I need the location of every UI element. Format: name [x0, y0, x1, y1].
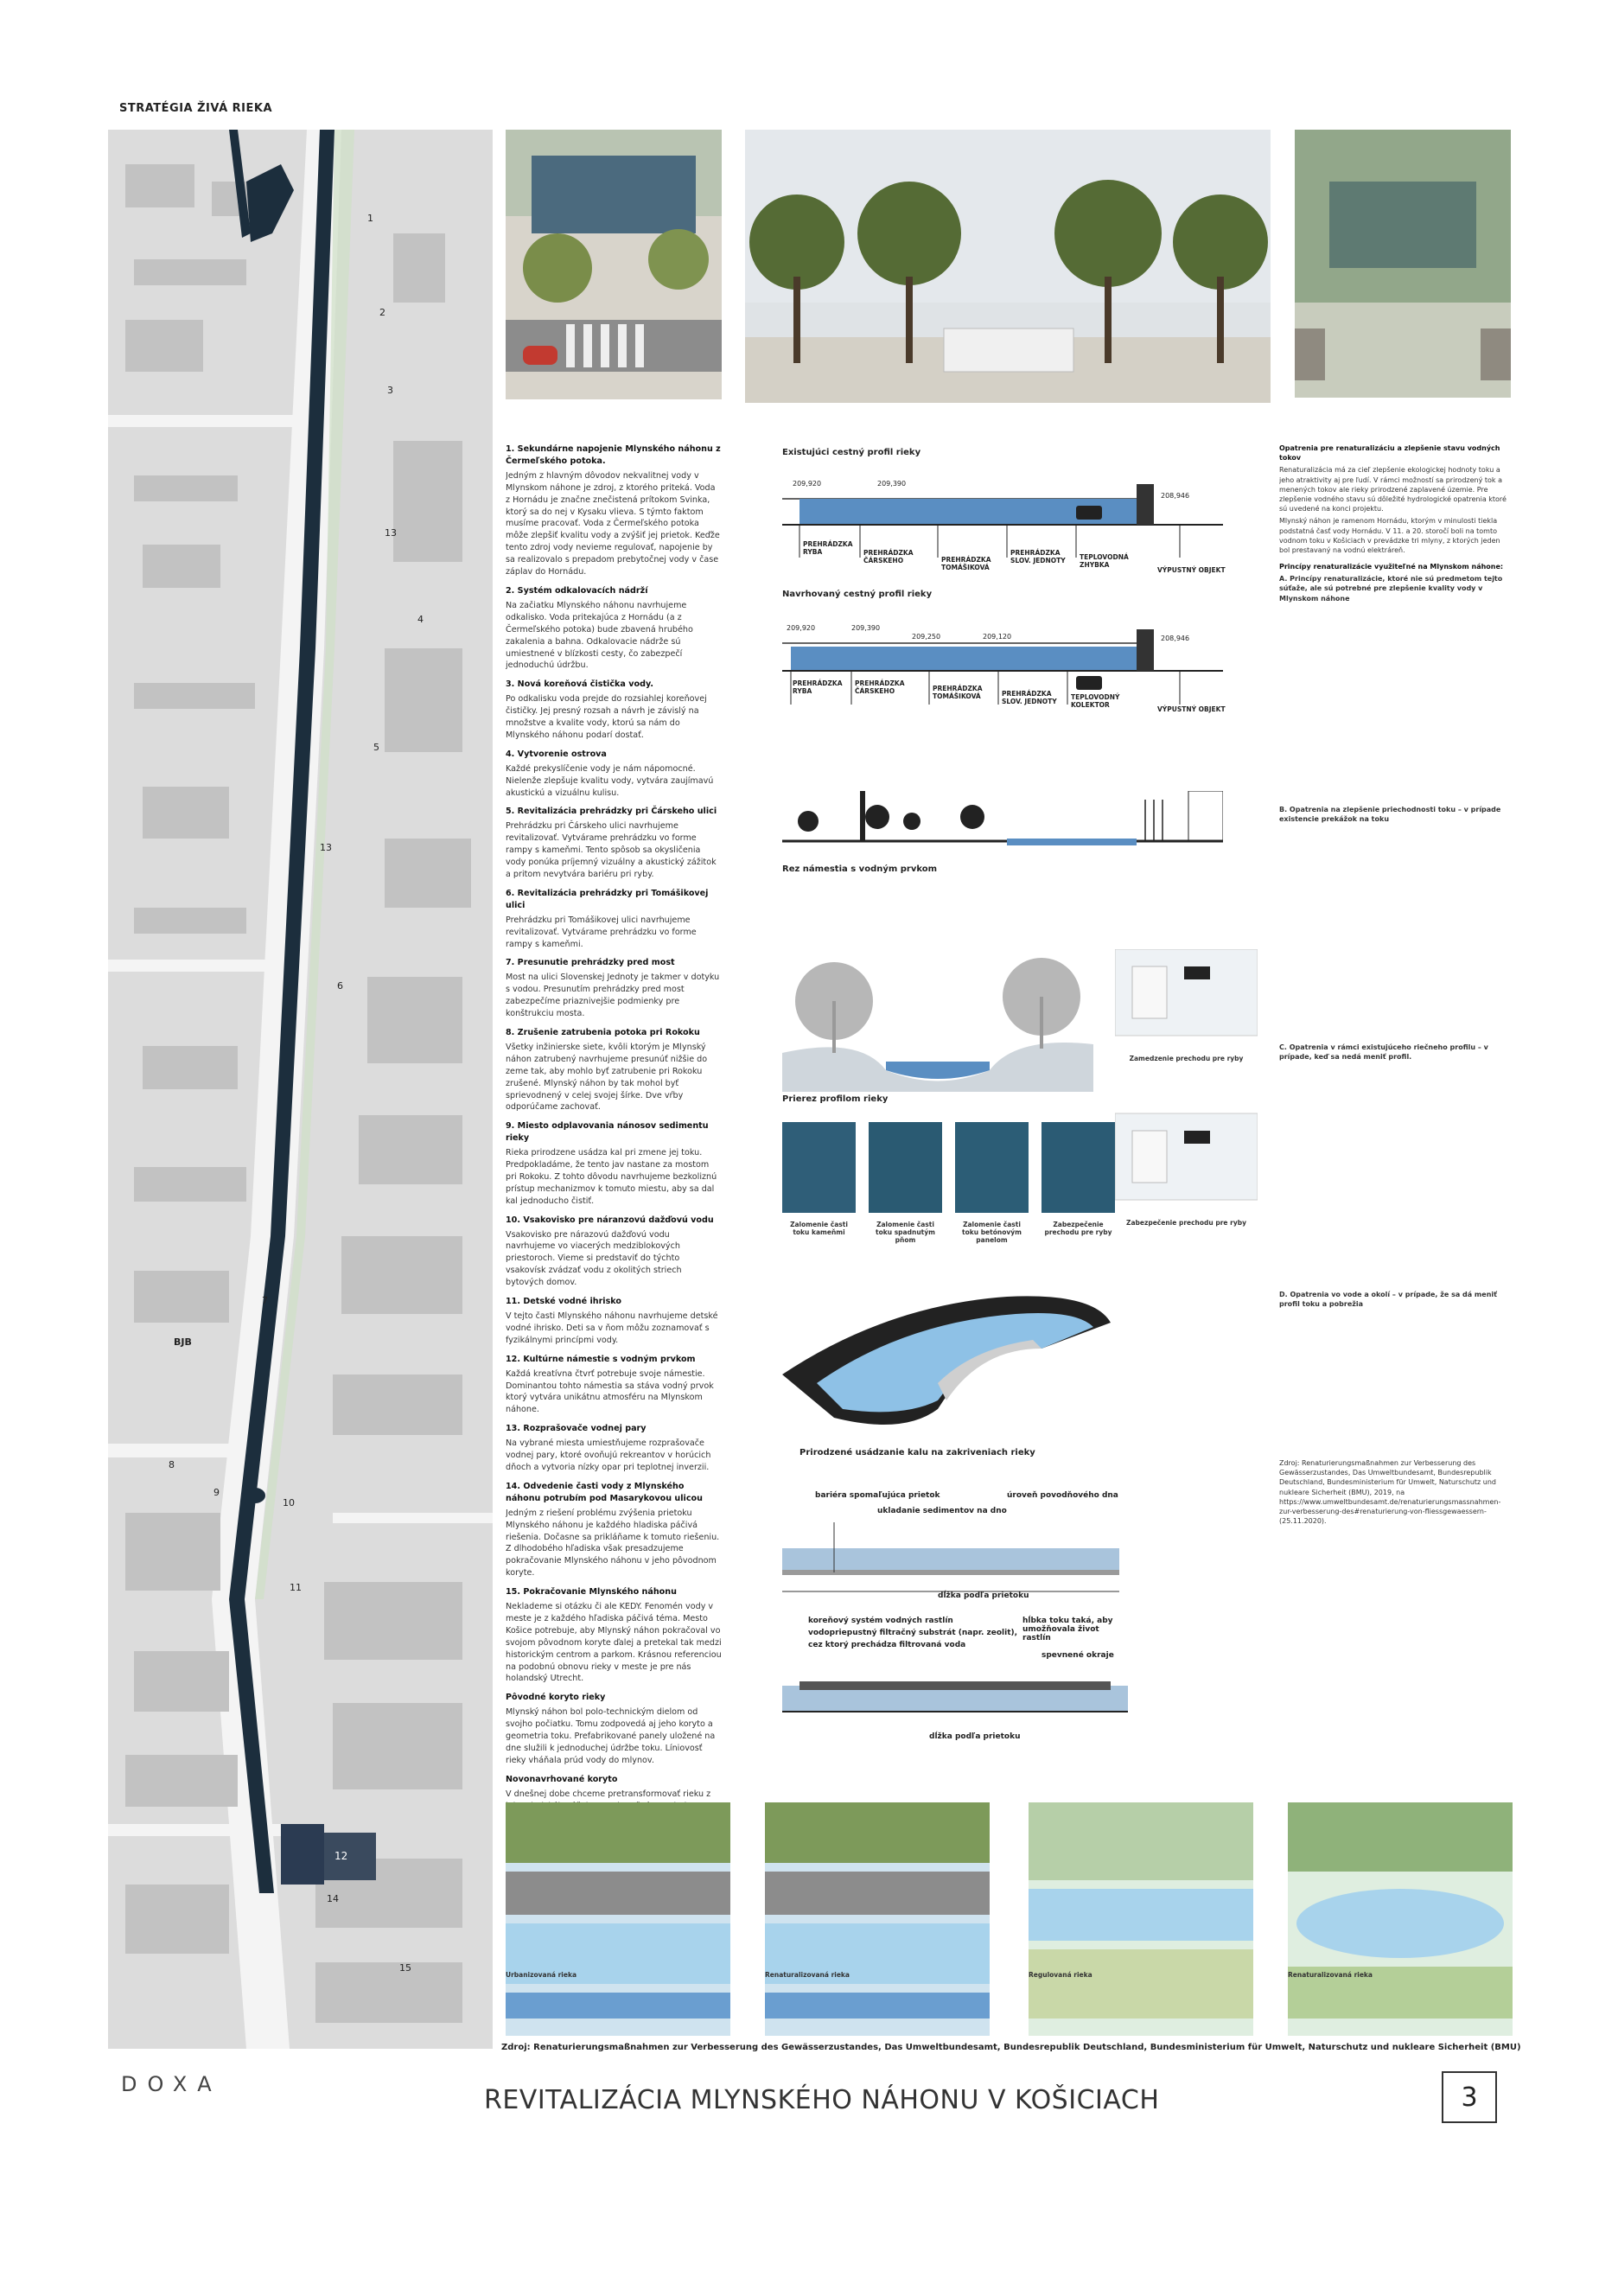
section-title: 1. Sekundárne napojenie Mlynského náhonu z Čermeľského potoka.	[506, 444, 721, 466]
section-body: Rieka prirodzene usádza kal pri zmene jej toku. Predpokladáme, že tento jav nastane za mostom pri Rokoku. Z tohto dôvodu navrhujeme bezkoliznú prístup mechanizmov k tomuto miestu, aby sa dal kal jednoducho čistiť.	[506, 1148, 717, 1206]
section-title: 9. Miesto odplavovania nánosov sedimentu rieky	[506, 1121, 709, 1144]
section-label: vodopriepustný filtračný substrát (napr. zeolit),	[808, 1629, 1018, 1637]
section-body: V tejto časti Mlynského náhonu navrhujeme detské vodné ihrisko. Deti sa v ňom môžu zoznamovať s fyzikálnymi princípmi vody.	[506, 1311, 718, 1345]
weir-label: PREHRÁDZKA ČÁRSKEHO	[863, 549, 914, 564]
text-subtitle: A. Princípy renaturalizácie, ktoré nie sú predmetom tejto súťaže, ale sú potrebné pre zlepšenie kvality vody v Mlynskom náhone	[1279, 575, 1503, 603]
section-title: 8. Zrušenie zatrubenia potoka pri Rokoku	[506, 1027, 700, 1037]
strip-renaturalized-2	[1288, 1802, 1513, 2036]
map-number: 1	[367, 213, 373, 224]
section-body: Jedným z hlavným dôvodov nekvalitnej vody v Mlynskom náhone je zdroj, z ktorého priteká. Voda z Hornádu je značne znečistená prítokom Svinka, ktorý sa do nej v Kysaku vlieva. S týmto faktom musíme pracovať. Voda z Čermeľského potoka môže zlepšiť kvalitu vody a zvýšiť jej prietok. Keďže tento zdroj vody nevieme regulovať, napojenie by sa realizovalo s prepadom prebytočnej vody v čase záplav do Hornádu.	[506, 470, 720, 577]
fish-passage-diagrams	[1115, 949, 1258, 1260]
texture-caption: Zalomenie časti toku kameňmi	[790, 1221, 848, 1236]
section-label: koreňový systém vodných rastlín	[808, 1617, 953, 1625]
weir-label: PREHRÁDZKA TOMÁŠIKOVÁ	[933, 685, 983, 700]
map-number: 5	[373, 742, 379, 753]
river-cross-section-title: Prierez profilom rieky	[782, 1094, 889, 1104]
page-header: STRATÉGIA ŽIVÁ RIEKA	[119, 102, 273, 115]
section-title: Novonavrhované koryto	[506, 1774, 618, 1784]
weir-label: PREHRÁDZKA SLOV. JEDNOTY	[1002, 690, 1057, 705]
section-title: 10. Vsakovisko pre náranzovú dažďovú vodu	[506, 1215, 714, 1225]
elevation-label: 209,250	[912, 633, 941, 641]
source-note: Zdroj: Renaturierungsmaßnahmen zur Verbesserung des Gewässerzustandes, Das Umweltbundesamt, Bundesrepublik Deutschland, Bundesministerium für Umwelt, Naturschutz und nukleare Sicherheit (BMU), 2019, na https://www.umweltbundesamt.de/renaturierungsmassnahmen-zur-verbesserung-des#renaturierung-von-fliessgewaessern- (25.11.2020).	[1279, 1458, 1501, 1526]
section-body: V dnešnej dobe chceme pretransformovať rieku z	[506, 1789, 711, 1799]
texture-caption: Zalomenie časti toku betónovým panelom	[962, 1221, 1022, 1244]
fish-caption: Zabezpečenie prechodu pre ryby	[1126, 1219, 1246, 1227]
section-body: Na vybrané miesta umiestňujeme rozprašovače vodnej pary, ktoré ovoňujú rekreantov v horúcich dňoch a vytvoria nízky opar pri teplotnej inverzii.	[506, 1438, 711, 1472]
text-subtitle: D. Opatrenia vo vode a okolí – v prípade, že sa dá meniť profil toku a pobrežia	[1279, 1290, 1497, 1308]
square-section-diagram	[782, 791, 1223, 860]
strip-renaturalized-1	[765, 1802, 990, 2036]
map-number: 7	[262, 1295, 268, 1306]
texture-caption: Zabezpečenie prechodu pre ryby	[1044, 1221, 1112, 1236]
park-photo	[1295, 130, 1511, 398]
section-title: Pôvodné koryto rieky	[506, 1693, 606, 1703]
section-body: Na začiatku Mlynského náhonu navrhujeme odkalisko. Voda pritekajúca z Hornádu (a z Čermeľského potoka) bude zbavená hrubého zakalenia a bahna. Odkalovacie nádrže sú umiestnené v blízkosti cesty, čo zabezpečí jednoduchú údržbu.	[506, 600, 693, 671]
section-title: 11. Detské vodné ihrisko	[506, 1297, 622, 1307]
project-title: REVITALIZÁCIA MLYNSKÉHO NÁHONU V KOŠICIACH	[484, 2085, 1160, 2115]
section-body: Všetky inžinierske siete, kvôli ktorým je Mlynský náhon zatrubený navrhujeme presunúť nižšie do zeme tak, aby mohlo byť zatrubenie pri Rokoku zrušené. Mlynský náhon by tak mohol byť sprievodnený v celej svojej šírke. Dve vŕby odporúčame zachovať.	[506, 1042, 708, 1113]
map-number: 3	[387, 385, 393, 396]
text-subtitle: B. Opatrenia na zlepšenie priechodnosti toku – v prípade existencie prekážok na toku	[1279, 805, 1501, 823]
elevation-label: 209,920	[787, 624, 816, 632]
map-number: 10	[283, 1497, 295, 1508]
text-title: Opatrenia pre renaturalizáciu a zlepšenie stavu vodných tokov	[1279, 444, 1500, 462]
sediment-section-diagram	[782, 1491, 1119, 1604]
square-photo	[745, 130, 1271, 403]
section-title: 2. Systém odkalovacích nádrží	[506, 585, 648, 596]
section-body: Prehrádzku pri Tomášikovej ulici navrhujeme revitalizovať. Vytvárame prehrádzku vo forme rampy s kameňmi.	[506, 915, 697, 949]
fish-caption: Zamedzenie prechodu pre ryby	[1129, 1055, 1244, 1062]
section-label: úroveň povodňového dna	[1007, 1491, 1118, 1500]
section-label: cez ktorý prechádza filtrovaná voda	[808, 1641, 966, 1649]
section-label: spevnené okraje	[1042, 1651, 1114, 1660]
river-cross-section	[782, 949, 1093, 1092]
weir-label: VÝPUSTNÝ OBJEKT	[1157, 705, 1226, 713]
section-title: 4. Vytvorenie ostrova	[506, 749, 607, 759]
map-number: 14	[327, 1893, 339, 1904]
doxa-logo: DOXA	[121, 2072, 222, 2096]
section-title: 14. Odvedenie časti vody z Mlynského náhonu potrubím pod Masarykovou ulicou	[506, 1481, 703, 1503]
weir-label: PREHRÁDZKA TOMÁŠIKOVÁ	[941, 556, 991, 571]
weir-label: PREHRÁDZKA RYBA	[803, 540, 853, 556]
section-label: dĺžka podľa prietoku	[929, 1732, 1021, 1741]
map-number: 2	[379, 307, 385, 318]
weir-label: TEPLOVODNÁ ZHYBKA	[1080, 553, 1129, 569]
map-number: 9	[213, 1487, 220, 1498]
proposed-profile-diagram	[782, 622, 1226, 718]
section-title: 7. Presunutie prehrádzky pred most	[506, 958, 675, 968]
strip-caption: Regulovaná rieka	[1029, 1971, 1092, 1979]
elevation-label: 209,390	[851, 624, 881, 632]
map-number: 4	[417, 614, 424, 625]
section-body: Po odkalisku voda prejde do rozsiahlej koreňovej čističky. Jej presný rozsah a návrh je závislý na množstve a kvalite vody, ktorú sa nám do Mlynského náhonu podarí dostať.	[506, 694, 707, 740]
section-body: Mlynský náhon bol polo-technickým dielom od svojho počiatku. Tomu zodpovedá aj jeho koryto a geometria toku. Prefabrikované panely uložené na dne služili k jednoduchej údržbe toku. Líniovosť rieky vháňala prúd vody do mlynov.	[506, 1707, 716, 1765]
section-body: Jedným z riešení problému zvýšenia prietoku Mlynského náhonu je každého hladiska páčivá riešenia. Dočasne sa prikláňame k tomuto riešeniu. Z dlhodobého hľadiska však presadzujeme pokračovanie Mlynského náhonu v jeho pôvodnom koryte.	[506, 1508, 720, 1578]
strip-caption: Renaturalizovaná rieka	[1288, 1971, 1373, 1979]
weir-label: VÝPUSTNÝ OBJEKT	[1157, 566, 1226, 574]
weir-label: PREHRÁDZKA SLOV. JEDNOTY	[1010, 549, 1066, 564]
section-title: 6. Revitalizácia prehrádzky pri Tomášikovej ulici	[506, 888, 709, 910]
map-number: 12	[334, 1850, 348, 1862]
text-title: Princípy renaturalizácie využiteľné na Mlynskom náhone:	[1279, 563, 1504, 571]
section-title: 3. Nová koreňová čistička vody.	[506, 679, 653, 690]
texture-caption: Zalomenie časti toku spadnutým pňom	[876, 1221, 935, 1244]
sediment-curve-diagram	[782, 1288, 1128, 1435]
section-body: Prehrádzku pri Čárskeho ulici navrhujeme revitalizovať. Vytvárame prehrádzku vo forme rampy s kameňmi. Tento spôsob sa okysličenia vody ponúka príjemný vizuálny a akustický zážitok a pritom nevytvára bariéru pri ryby.	[506, 821, 717, 879]
proposed-profile-title: Navrhovaný cestný profil rieky	[782, 590, 933, 599]
section-body: Neklademe si otázku či ale KEDY. Fenomén vody v meste je z každého hľadiska páčivá téma. Mesto Košice potrebuje, aby Mlynský náhon pokračoval vo svojom pôvodnom koryte ďalej a pretekal tak medzi historickým centrom a parkom. Krásnou referenciou na podobnú obnovu rieky v meste je pre nás holandský Utrecht.	[506, 1602, 722, 1684]
section-label: hĺbka toku taká, aby umožňovala život rastlín	[1022, 1617, 1113, 1642]
map-label-bjb: BJB	[174, 1336, 192, 1348]
section-title: 15. Pokračovanie Mlynského náhonu	[506, 1587, 677, 1598]
section-label: bariéra spomaľujúca prietok	[815, 1491, 940, 1500]
elevation-label: 209,390	[877, 480, 907, 488]
strip-caption: Renaturalizovaná rieka	[765, 1971, 850, 1979]
filter-section-diagram	[782, 1617, 1128, 1746]
map-number: 13	[385, 527, 397, 539]
section-label: ukladanie sedimentov na dno	[877, 1507, 1007, 1515]
section-label: dĺžka podľa prietoku	[938, 1591, 1029, 1600]
page-number: 3	[1442, 2071, 1497, 2123]
section-body: Každé prekyslíčenie vody je nám nápomocné. Nielenže zlepšuje kvalitu vody, vytvára zaujímavú akustickú a vizuálnu kulisu.	[506, 763, 714, 798]
text-subtitle: C. Opatrenia v rámci existujúceho riečneho profilu – v prípade, keď sa nedá meniť profil.	[1279, 1043, 1488, 1062]
strip-caption: Urbanizovaná rieka	[506, 1971, 577, 1979]
riverbed-texture-row	[782, 1122, 1115, 1217]
site-map	[108, 130, 493, 2049]
strip-regulated	[1029, 1802, 1253, 2036]
text-paragraph: Mlynský náhon je ramenom Hornádu, ktorým v minulosti tiekla podstatná časť vody Hornádu. V 11. a 20. storočí boli na tomto vodnom toku v Košiciach v prevádzke tri mlyny, z ktorých jeden bol prestavaný na vodnú elektráreň.	[1279, 517, 1500, 554]
map-number: 11	[290, 1582, 302, 1593]
section-body: Vsakovisko pre nárazovú dažďovú vodu navrhujeme vo viacerých medziblokových priestoroch. Vieme si predstaviť do týchto vsakovísk zvádzať vodu z okolitých striech bytových domov.	[506, 1229, 682, 1288]
map-number: 8	[169, 1459, 175, 1470]
section-body: Každá kreatívna čtvrť potrebuje svoje námestie. Dominantou tohto námestia sa stáva vodný prvok ktorý vytvára unikátnu atmosféru na Mlynskom náhone.	[506, 1368, 714, 1415]
elevation-label: 208,946	[1161, 492, 1190, 500]
map-number: 15	[399, 1962, 411, 1974]
existing-profile-diagram	[782, 480, 1226, 574]
renaturalization-text	[1279, 437, 1508, 1647]
map-number: 13	[320, 842, 332, 853]
numbered-measures-text	[506, 437, 722, 1967]
weir-label: PREHRÁDZKA ČÁRSKEHO	[855, 679, 905, 695]
elevation-label: 209,120	[983, 633, 1012, 641]
strip-urbanized	[506, 1802, 730, 2036]
weir-label: PREHRÁDZKA RYBA	[793, 679, 843, 695]
bottom-source: Zdroj: Renaturierungsmaßnahmen zur Verbesserung des Gewässerzustandes, Das Umweltbundesamt, Bundesrepublik Deutschland, Bundesministerium für Umwelt, Naturschutz und nukleare Sicherheit (BMU)	[501, 2043, 1521, 2052]
street-photo	[506, 130, 722, 399]
weir-label: TEPLOVODNÝ KOLEKTOR	[1071, 693, 1120, 709]
section-title: 13. Rozprašovače vodnej pary	[506, 1424, 647, 1434]
section-body: Most na ulici Slovenskej Jednoty je takmer v dotyku s vodou. Presunutím prehrádzky pred most zabezpečíme priaznivejšie podmienky pre konštrukciu mosta.	[506, 973, 720, 1019]
sediment-title: Prirodzené usádzanie kalu na zakriveniach rieky	[799, 1448, 1035, 1457]
elevation-label: 209,920	[793, 480, 822, 488]
map-number: 6	[337, 980, 343, 992]
text-paragraph: Renaturalizácia má za cieľ zlepšenie ekologickej hodnoty toku a jeho atraktivity aj pre ľudí. V rámci možností sa prirodzený tok a menených tokov ale rieky prirodzené zaplavené územie. Pre zlepšenie vodného stavu sú dôležité hydrologické opatrenia ktoré sú uvedené na konci projektu.	[1279, 466, 1507, 513]
section-title: 5. Revitalizácia prehrádzky pri Čárskeho ulici	[506, 807, 717, 817]
square-section-title: Rez námestia s vodným prvkom	[782, 864, 938, 874]
section-title: 12. Kultúrne námestie s vodným prvkom	[506, 1354, 696, 1364]
existing-profile-title: Existujúci cestný profil rieky	[782, 448, 921, 457]
elevation-label: 208,946	[1161, 635, 1190, 642]
